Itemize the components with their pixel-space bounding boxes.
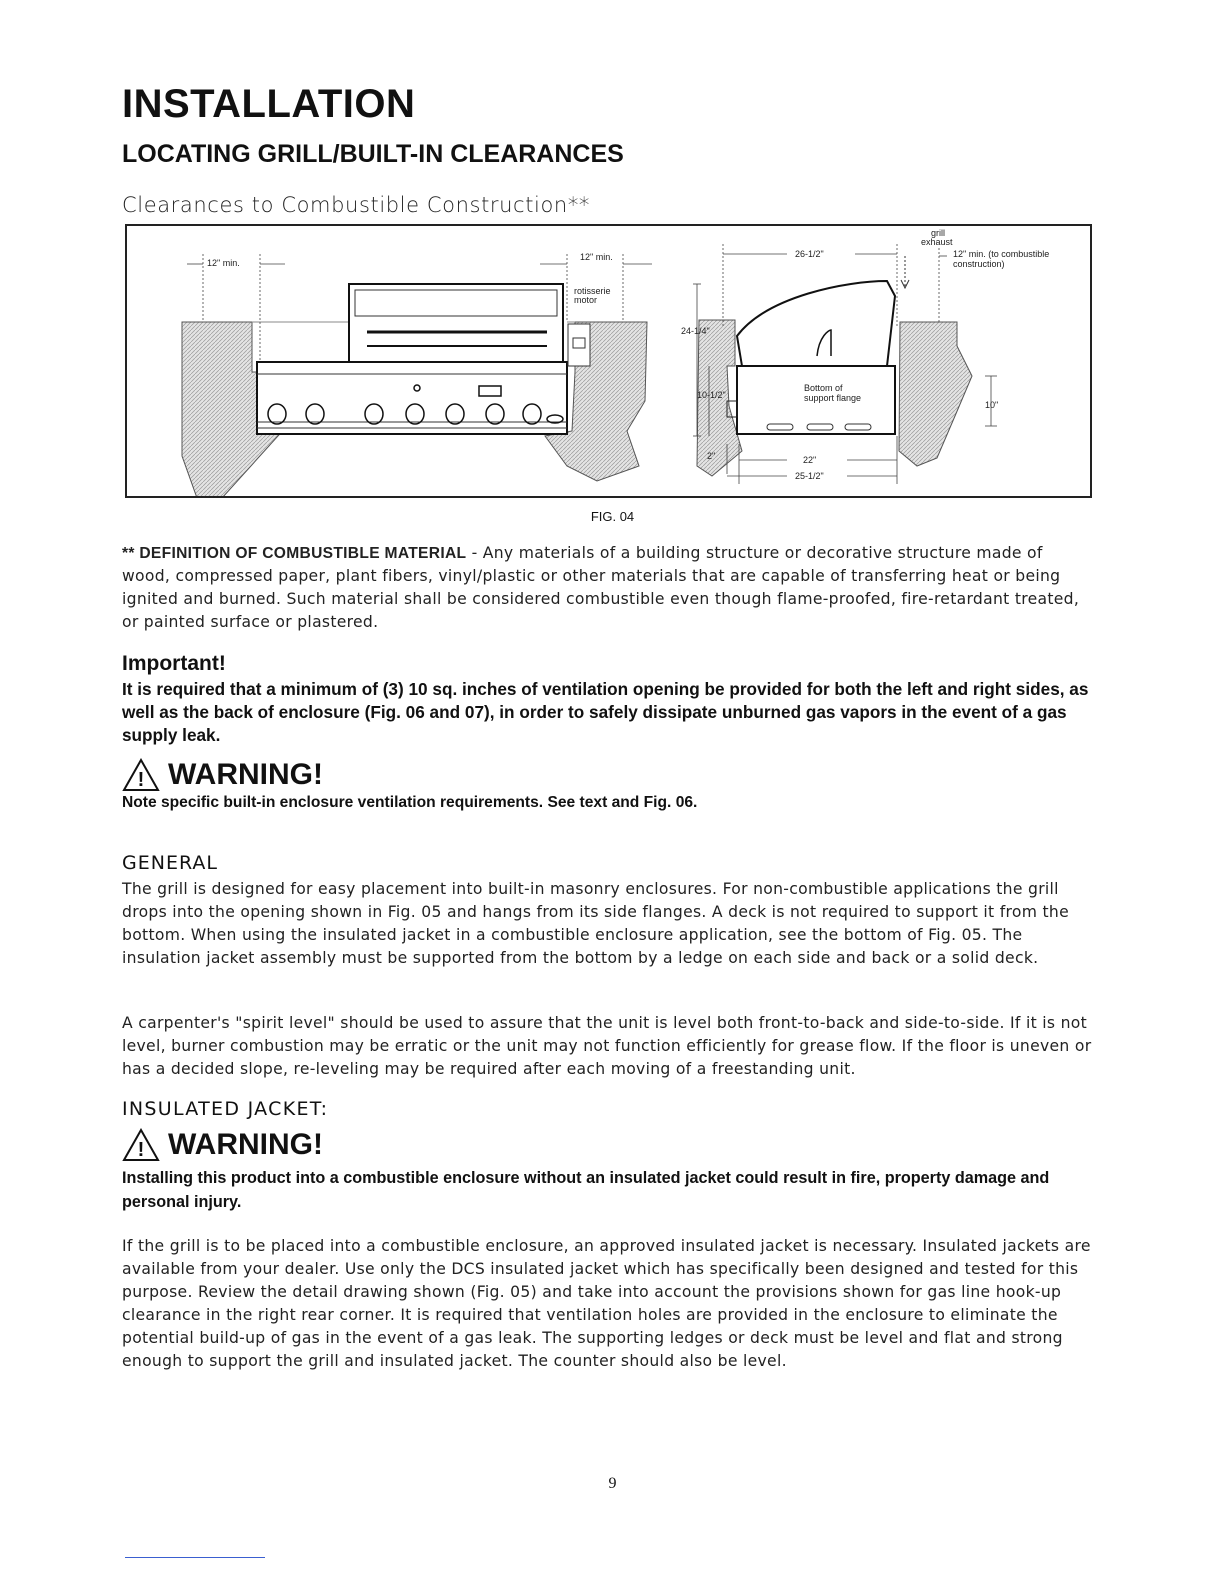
label-exhaust: exhaust: [921, 237, 953, 247]
warning-triangle-icon: [122, 758, 160, 792]
definition-text: - Any materials of a building structure or decorative structure made of wood, compressed paper, plant fibers, vinyl/plastic or other materials that are capable of transferring heat or being ignited and burned. Such material shall be considered combustible even though flame-proofed, fire-retardant treated, or painted surface or plastered.: [122, 544, 1080, 631]
warning-label-1: WARNING!: [168, 758, 323, 791]
page-subtitle: LOCATING GRILL/BUILT-IN CLEARANCES: [122, 140, 624, 168]
dim-10: 10": [985, 400, 999, 410]
warning-text-1: Note specific built-in enclosure ventilation requirements. See text and Fig. 06.: [122, 794, 698, 811]
general-paragraph-2: A carpenter's "spirit level" should be used to assure that the unit is level both front-to-back and side-to-side. If it is not level, burner combustion may be erratic or the unit may not function efficiently for grease flow. If the floor is uneven or has a decided slope, re-leveling may be required after each moving of a freestanding unit.: [122, 1014, 1092, 1078]
label-combustible-2: construction): [953, 259, 1005, 269]
label-bottom-of: Bottom of: [804, 383, 843, 393]
dim-24-25: 24-1/4": [681, 326, 710, 336]
dim-22: 22": [803, 455, 817, 465]
label-rotisserie: rotisserie: [574, 286, 611, 296]
dim-26-5: 26-1/2": [795, 249, 824, 259]
label-combustible-1: 12" min. (to combustible: [953, 249, 1050, 259]
insulated-heading: INSULATED JACKET:: [122, 1098, 329, 1120]
figure-caption: FIG. 04: [590, 509, 635, 524]
section-heading: Clearances to Combustible Construction**: [122, 193, 591, 217]
dim-25-5: 25-1/2": [795, 471, 824, 481]
important-text: It is required that a minimum of (3) 10 sq. inches of ventilation opening be provided for both the left and right sides, as well as the back of enclosure (Fig. 06 and 07), in order to safely dissipate unburned gas vapors in the event of a gas supply leak.: [122, 679, 1089, 745]
general-paragraph-1: The grill is designed for easy placement into built-in masonry enclosures. For non-combustible applications the grill drops into the opening shown in Fig. 05 and hangs from its side flanges. A deck is not required to support it from the bottom. When using the insulated jacket in a combustible enclosure application, see the bottom of Fig. 05. The insulation jacket assembly must be supported from the bottom by a ledge on each side and back or a solid deck.: [122, 880, 1069, 967]
page-title: INSTALLATION: [122, 82, 416, 126]
label-motor: motor: [574, 295, 598, 305]
definition-paragraph: [122, 542, 1092, 634]
label-grill: grill: [931, 228, 946, 238]
svg-text:!: !: [137, 769, 145, 791]
dim-10-5: 10-1/2": [697, 390, 726, 400]
page-number: 9: [608, 1475, 617, 1492]
important-heading: Important!: [122, 652, 226, 675]
dim-right-12min: 12" min.: [580, 252, 613, 262]
clearance-diagram: [127, 226, 1090, 496]
warning-banner-1: [122, 758, 323, 792]
label-support-flange: support flange: [804, 393, 862, 403]
definition-prefix: ** DEFINITION OF COMBUSTIBLE MATERIAL: [122, 545, 467, 562]
warning-text-2: Installing this product into a combustible enclosure without an insulated jacket could result in fire, property damage and personal injury.: [122, 1169, 1050, 1211]
warning-label-2: WARNING!: [168, 1128, 323, 1161]
warning-triangle-icon: [122, 1128, 160, 1162]
warning-banner-2: [122, 1128, 323, 1162]
svg-text:!: !: [137, 1139, 145, 1161]
side-hood: [737, 281, 895, 366]
footer-rule: [125, 1557, 265, 1558]
dim-left-12min: 12" min.: [207, 258, 240, 268]
general-heading: GENERAL: [122, 852, 218, 874]
insulated-paragraph: If the grill is to be placed into a combustible enclosure, an approved insulated jacket is necessary. Insulated jackets are available from your dealer. Use only the DCS insulated jacket which has specifically been designed and tested for this purpose. Review the detail drawing shown (Fig. 05) and take into account the provisions shown for gas line hook-up clearance in the right rear corner. It is required that ventilation holes are provided in the enclosure to eliminate the potential build-up of gas in the event of a gas leak. The supporting ledges or deck must be level and flat and strong enough to support the grill and insulated jacket. The counter should also be level.: [122, 1237, 1091, 1370]
side-right-masonry: [899, 322, 972, 466]
dim-2: 2": [707, 451, 716, 461]
clearance-figure: [125, 224, 1092, 498]
